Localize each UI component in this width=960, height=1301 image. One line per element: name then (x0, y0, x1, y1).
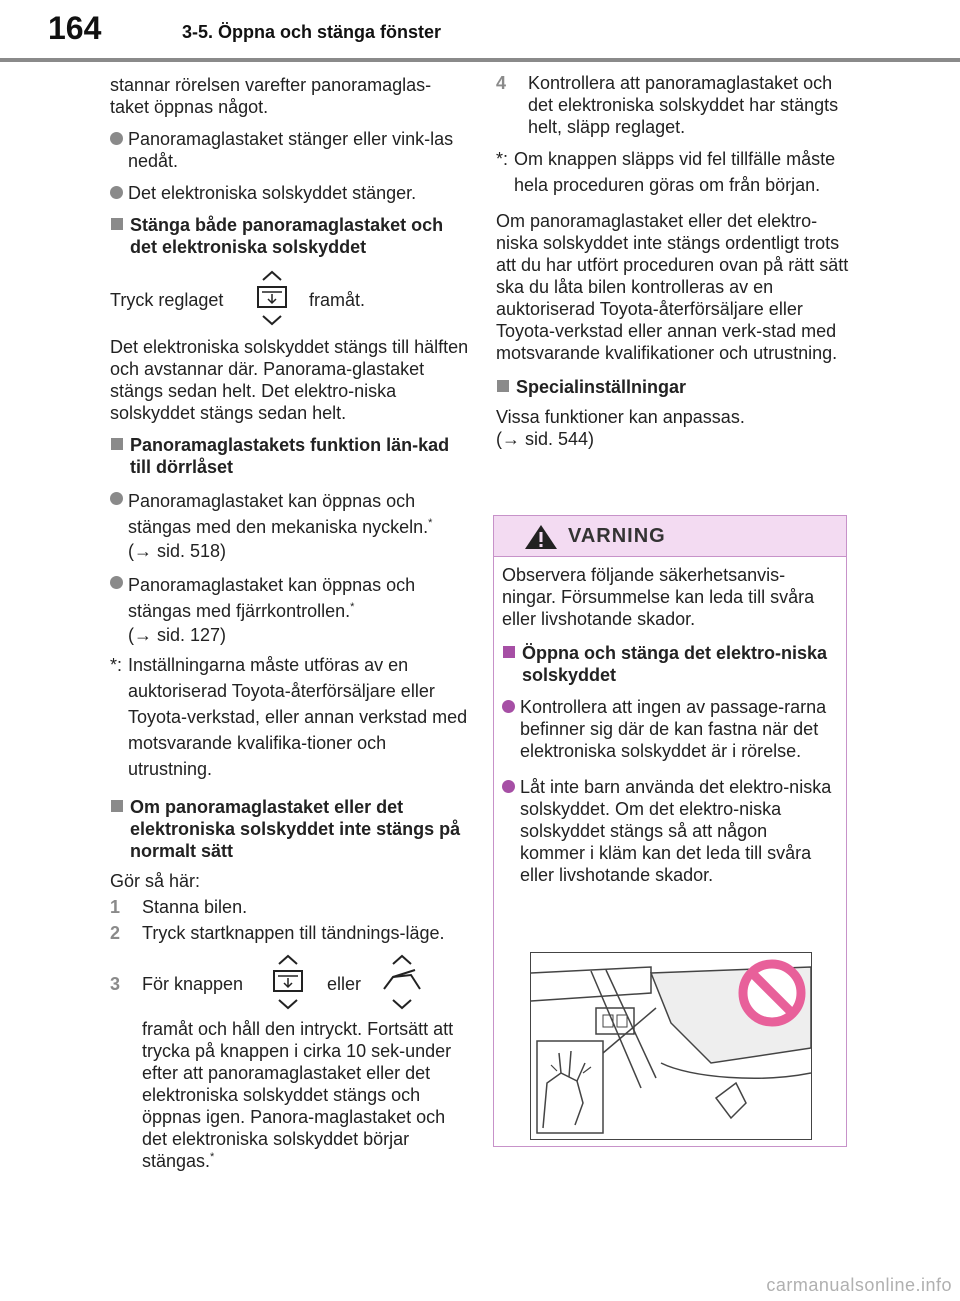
warning-intro: Observera följande säkerhetsanvis-ningar. Försummelse kan leda till svåra eller livshotande skador. (502, 565, 815, 629)
warning-triangle-icon (524, 524, 558, 555)
heading-door-lock-link: Panoramaglastakets funktion län-kad till dörrlåset (110, 434, 470, 478)
heading-close-both: Stänga både panoramaglastaket och det elektroniska solskyddet (110, 214, 470, 258)
warning-bullet-passengers: Kontrollera att ingen av passage-rarna befinner sig där de kan fastna när det elektroniska solskyddet är i rörelse. (502, 696, 832, 762)
warning-bullet-children: Låt inte barn använda det elektro-niska solskyddet. Om det elektro-niska solskyddet stängs så att någon kommer i kläm kan det leda till svåra eller livshotande skador. (502, 776, 832, 886)
step-3-icon-row (110, 950, 470, 1018)
left-column (110, 74, 470, 1172)
chapter-title: 3-5. Öppna och stänga fönster (182, 22, 442, 42)
switch-icon (271, 950, 305, 1021)
ref-page-518: (→ sid. 518) (128, 541, 227, 561)
footer-watermark: carmanualsonline.info (766, 1275, 952, 1295)
step-2: 2 Tryck startknappen till tändnings-läge. (110, 923, 445, 943)
bullet-remote: Panoramaglastaket kan öppnas och stängas med fjärrkontrollen.* (110, 572, 470, 624)
warning-heading: Öppna och stänga det elektro-niska solskyddet (502, 642, 832, 686)
bullet-roof-closes: Panoramaglastaket stänger eller vink-las nedåt. (110, 128, 470, 172)
step-3-detail: framåt och håll den intryckt. Fortsätt att trycka på knappen i cirka 10 sek-under efter att panoramaglastaket eller det elektroniska solskyddet stängs och öppnas igen. Panora-maglastaket och det elektroniska solskyddet börjar stängas.* (142, 1019, 454, 1171)
warning-header (494, 516, 846, 557)
roof-tilt-icon (380, 950, 424, 1021)
heading-not-closing: Om panoramaglastaket eller det elektroniska solskyddet inte stängs på normalt sätt (110, 796, 470, 862)
customization-text: Vissa funktioner kan anpassas. (496, 407, 745, 427)
ref-page-544: (→ sid. 544) (496, 429, 595, 449)
step-3-number: 3 (110, 974, 121, 994)
footnote-right: *: Om knappen släpps vid fel tillfälle måste hela proceduren göras om från början. (496, 149, 836, 195)
close-both-description: Det elektroniska solskyddet stängs till hälften och avstannar där. Panorama-glastaket stängs sedan helt. Det elektro-niska solskyddet stängs sedan helt. (110, 337, 469, 423)
ref-page-127: (→ sid. 127) (128, 625, 227, 645)
heading-customization: Specialinställningar (496, 376, 852, 398)
step-1: 1 Stanna bilen. (110, 897, 248, 917)
warning-content (502, 564, 832, 886)
step-3-lead: För knappen (142, 974, 244, 994)
right-column (496, 72, 852, 450)
press-label: Tryck reglaget (110, 290, 224, 310)
step-4: 4 Kontrollera att panoramaglastaket och det elektroniska solskyddet har stängts helt, släpp reglaget. (496, 73, 839, 137)
press-direction: framåt. (309, 290, 366, 310)
step-3-or: eller (327, 974, 362, 994)
header-rule (0, 58, 960, 62)
footnote-left: *: Inställningarna måste utföras av en auktoriserad Toyota-återförsäljare eller Toyota-verkstad, eller annan verkstad med motsvarande kvalifika-tioner och utrustning. (110, 655, 468, 779)
do-this-label: Gör så här: (110, 871, 201, 891)
pinch-hazard-illustration (530, 952, 812, 1140)
switch-icon (255, 266, 289, 337)
warning-box (493, 515, 847, 1147)
inspection-paragraph: Om panoramaglastaket eller det elektro-niska solskyddet inte stängs ordentligt trots att du har utfört proceduren ovan på rätt sätt ska du låta bilen kontrolleras av en auktoriserad Toyota-återförsäljare eller Toyota-verkstad eller annan verk-stad med motsvarande kvalifikationer och utrustning. (496, 211, 849, 363)
bullet-mechanical-key: Panoramaglastaket kan öppnas och stängas med den mekaniska nyckeln.* (110, 488, 470, 540)
press-switch-row (110, 266, 470, 334)
warning-title: VARNING (568, 525, 666, 547)
bullet-shade-closes: Det elektroniska solskyddet stänger. (110, 182, 470, 204)
page-number: 164 (48, 10, 102, 46)
intro-text: stannar rörelsen varefter panoramaglas-taket öppnas något. (110, 75, 432, 117)
prohibition-icon (737, 958, 807, 1033)
